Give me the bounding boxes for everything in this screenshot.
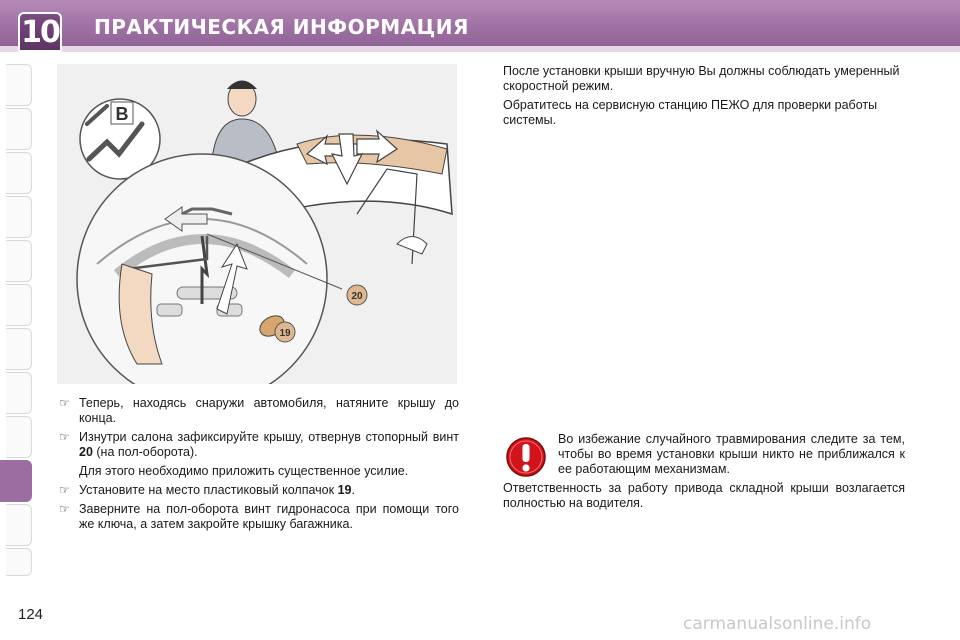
advice-column bbox=[503, 64, 905, 132]
advice-paragraph: После установки крыши вручную Вы должны соблюдать умеренный скоростной режим. bbox=[503, 64, 900, 93]
header-band bbox=[0, 46, 960, 52]
warning-block bbox=[503, 432, 905, 511]
chapter-tab[interactable] bbox=[6, 108, 32, 150]
chapter-tab[interactable] bbox=[6, 64, 32, 106]
illustration-svg bbox=[57, 64, 457, 384]
pointing-hand-icon: ☞ bbox=[59, 396, 70, 410]
instruction-note: Для этого необходимо приложить существенное усилие. bbox=[79, 464, 409, 478]
page-number: 124 bbox=[18, 606, 44, 623]
chapter-tab[interactable] bbox=[6, 240, 32, 282]
callout-20-label: 20 bbox=[351, 291, 363, 302]
instruction-item: ☞ Установите на место пластиковый колпачок 19. bbox=[59, 483, 355, 497]
advice-paragraph: Обратитесь на сервисную станцию ПЕЖО для проверки работы системы. bbox=[503, 98, 878, 127]
chapter-tab-active[interactable] bbox=[0, 460, 32, 502]
chapter-tab[interactable] bbox=[6, 372, 32, 414]
chapter-tab[interactable] bbox=[6, 504, 32, 546]
chapter-tab[interactable] bbox=[6, 284, 32, 326]
instruction-item: ☞ Заверните на пол-оборота винт гидронасоса при помощи того же ключа, а затем закройте крышку багажника. bbox=[59, 502, 459, 531]
pointing-hand-icon: ☞ bbox=[59, 502, 70, 516]
callout-19-label: 19 bbox=[279, 328, 291, 339]
instruction-item: ☞ Изнутри салона зафиксируйте крышу, отвернув стопорный винт 20 (на пол-оборота). bbox=[59, 430, 459, 459]
exclamation-icon bbox=[505, 436, 547, 478]
chapter-tab[interactable] bbox=[6, 548, 32, 576]
warning-text: Во избежание случайного травмирования следите за тем, чтобы во время установки крыши никто не приближался к ее работающим механизмам. bbox=[558, 432, 905, 476]
responsibility-text: Ответственность за работу привода складной крыши возлагается полностью на водителя. bbox=[503, 481, 905, 510]
chapter-badge: 10 bbox=[18, 12, 62, 52]
watermark: carmanualsonline.info bbox=[683, 614, 872, 634]
page-title: ПРАКТИЧЕСКАЯ ИНФОРМАЦИЯ bbox=[94, 15, 469, 39]
instruction-item: ☞ Теперь, находясь снаружи автомобиля, натяните крышу до конца. bbox=[59, 396, 459, 425]
detail-label: B bbox=[115, 104, 129, 124]
side-mirror bbox=[397, 237, 427, 255]
chapter-tab[interactable] bbox=[6, 152, 32, 194]
chapter-tab[interactable] bbox=[6, 416, 32, 458]
instructions-column bbox=[57, 396, 459, 536]
chapter-tab[interactable] bbox=[6, 328, 32, 370]
page-header bbox=[0, 0, 960, 52]
chapter-tabs bbox=[0, 60, 32, 580]
roof-installation-illustration bbox=[57, 64, 457, 384]
pointing-hand-icon: ☞ bbox=[59, 430, 70, 444]
pointing-hand-icon: ☞ bbox=[59, 483, 70, 497]
chapter-tab[interactable] bbox=[6, 196, 32, 238]
